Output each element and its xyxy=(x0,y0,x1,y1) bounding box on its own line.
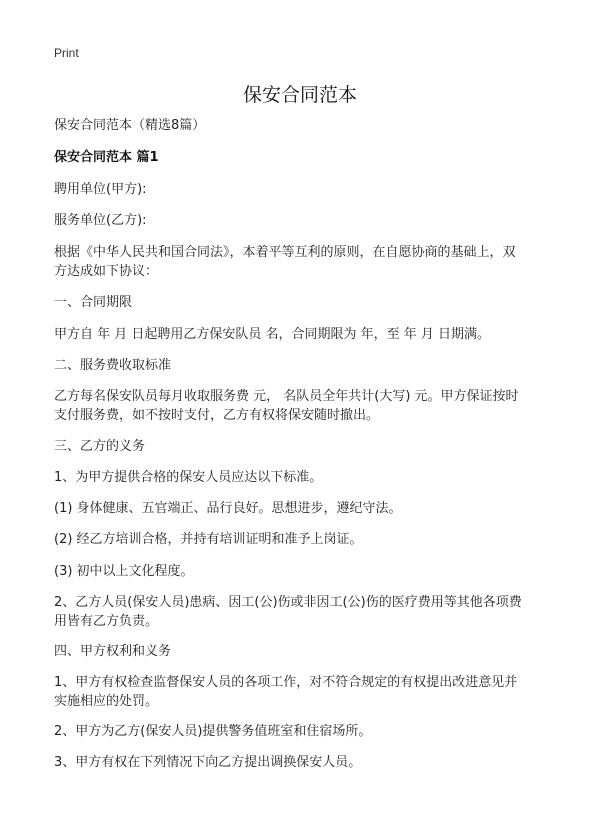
section-2-text-line-1: 乙方每名保安队员每月收取服务费 元， 名队员全年共计(大写) 元。甲方保证按时 xyxy=(54,389,519,404)
section-4-item-3: 3、甲方有权在下列情况下向乙方提出调换保安人员。 xyxy=(54,755,362,770)
section-3-sub-1: (1) 身体健康、五官端正、品行良好。思想进步，遵纪守法。 xyxy=(54,501,402,516)
section-3-heading: 三、乙方的义务 xyxy=(54,439,146,454)
intro-line-2: 方达成如下协议： xyxy=(54,264,159,279)
intro-line-1: 根据《中华人民共和国合同法》，本着平等互利的原则，在自愿协商的基础上，双 xyxy=(54,245,516,260)
document-title: 保安合同范本 xyxy=(242,84,357,106)
section-3-item-2-line-1: 2、乙方人员(保安人员)患病、因工(公)伤或非因工(公)伤的医疗费用等其他各项费 xyxy=(54,595,522,610)
section-3-item-2-line-2: 用皆有乙方负责。 xyxy=(54,614,159,629)
document-subtitle: 保安合同范本（精选8篇） xyxy=(54,118,206,133)
section-3-sub-3: (3) 初中以上文化程度。 xyxy=(54,564,194,579)
section-4-item-2: 2、甲方为乙方(保安人员)提供警务值班室和住宿场所。 xyxy=(54,724,372,739)
section-3-sub-2: (2) 经乙方培训合格，并持有培训证明和准予上岗证。 xyxy=(54,532,363,547)
section-4-item-1-line-2: 实施相应的处罚。 xyxy=(54,694,159,709)
section-1-text: 甲方自 年 月 日起聘用乙方保安队员 名，合同期限为 年，至 年 月 日期满。 xyxy=(54,327,491,342)
section-1-heading: 一、合同期限 xyxy=(54,295,133,310)
section-4-item-1-line-1: 1、甲方有权检查监督保安人员的各项工作，对不符合规定的有权提出改进意见并 xyxy=(54,675,518,690)
print-label: Print xyxy=(54,46,79,60)
section-2-heading: 二、服务费收取标准 xyxy=(54,358,172,373)
employer-label: 聘用单位(甲方): xyxy=(54,182,147,197)
section-heading: 保安合同范本 篇1 xyxy=(54,150,159,165)
section-3-item-1: 1、为甲方提供合格的保安人员应达以下标准。 xyxy=(54,470,323,485)
service-label: 服务单位(乙方): xyxy=(54,213,147,228)
section-4-heading: 四、甲方权利和义务 xyxy=(54,644,172,659)
section-2-text-line-2: 支付服务费，如不按时支付，乙方有权将保安随时撤出。 xyxy=(54,408,380,423)
